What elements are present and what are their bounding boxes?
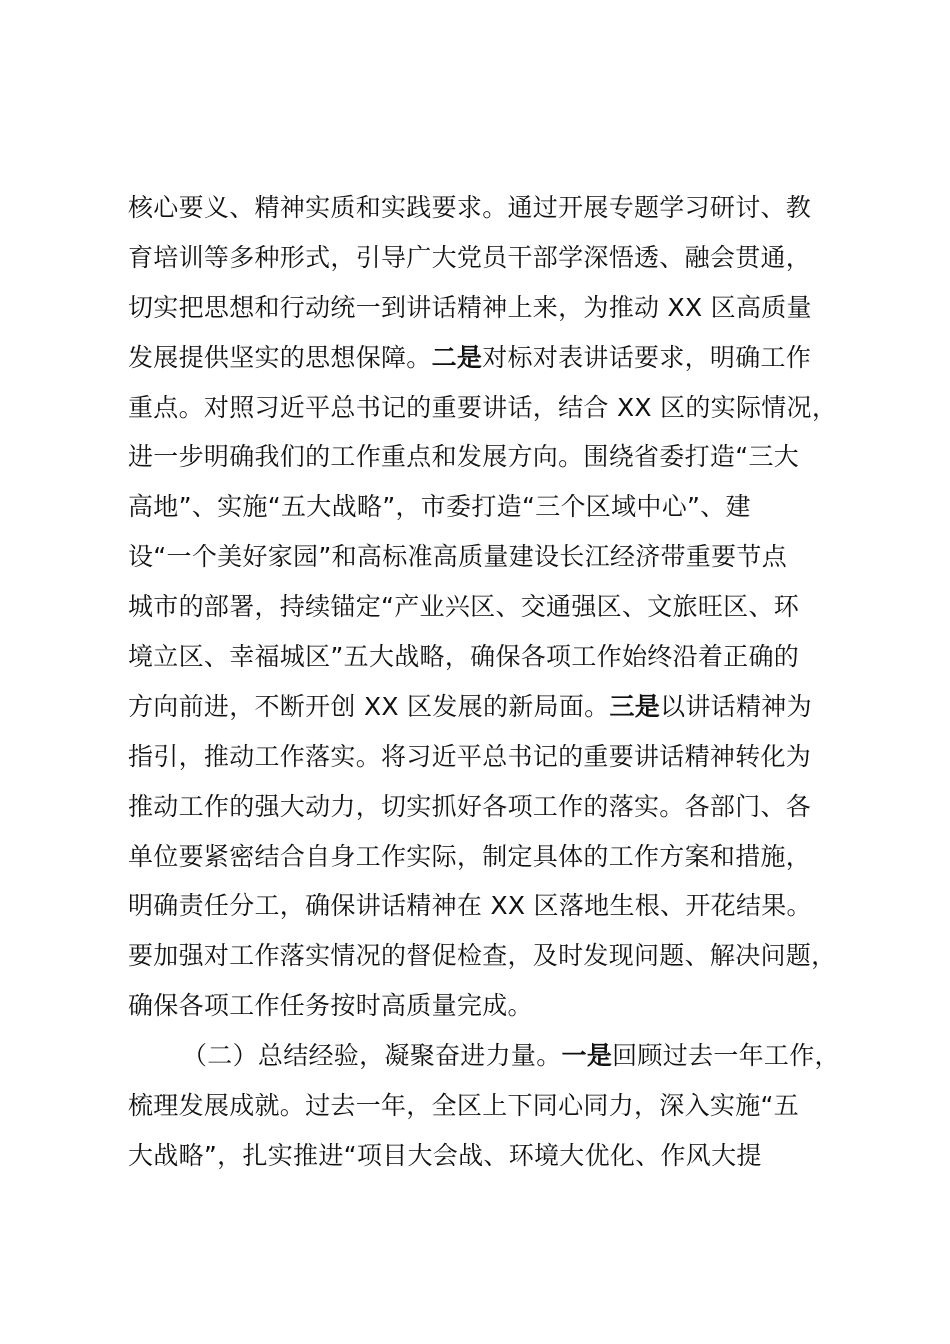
text-segment: 单位要紧密结合自身工作实际，制定具体的工作方案和措施， bbox=[128, 841, 812, 871]
text-segment: 发展提供坚实的思想保障。 bbox=[128, 342, 432, 372]
text-segment: 大战略”，扎实推进“项目大会战、环境大优化、作风大提 bbox=[128, 1140, 762, 1170]
emphasis-text: 二是 bbox=[431, 342, 483, 372]
text-line bbox=[128, 183, 858, 233]
text-line bbox=[128, 632, 858, 682]
text-segment: 对标对表讲话要求，明确工作 bbox=[482, 342, 812, 372]
body-text bbox=[128, 183, 858, 1181]
text-line bbox=[128, 931, 858, 981]
text-segment: （二）总结经验，凝聚奋进力量。 bbox=[182, 1041, 562, 1071]
text-segment: 设“一个美好家园”和高标准高质量建设长江经济带重要节点 bbox=[128, 542, 788, 572]
text-line bbox=[128, 1131, 858, 1181]
emphasis-text: 一是 bbox=[561, 1041, 613, 1071]
text-segment: 高地”、实施“五大战略”，市委打造“三个区域中心”、建 bbox=[128, 492, 751, 522]
text-segment: 以讲话精神为 bbox=[660, 691, 812, 721]
text-line bbox=[128, 981, 858, 1031]
emphasis-text: 三是 bbox=[609, 691, 661, 721]
text-segment: 重点。对照习近平总书记的重要讲话，结合 XX 区的实际情况， bbox=[128, 392, 838, 422]
text-segment: 切实把思想和行动统一到讲话精神上来，为推动 XX 区高质量 bbox=[128, 292, 812, 322]
text-segment: 指引，推动工作落实。将习近平总书记的重要讲话精神转化为 bbox=[128, 741, 812, 771]
text-line bbox=[128, 532, 858, 582]
text-segment: 推动工作的强大动力，切实抓好各项工作的落实。各部门、各 bbox=[128, 791, 812, 821]
text-line bbox=[128, 782, 858, 832]
text-segment: 明确责任分工，确保讲话精神在 XX 区落地生根、开花结果。 bbox=[128, 891, 812, 921]
text-line bbox=[128, 582, 858, 632]
text-segment: 梳理发展成就。过去一年，全区上下同心同力，深入实施“五 bbox=[128, 1091, 800, 1121]
text-segment: 要加强对工作落实情况的督促检查，及时发现问题、解决问题， bbox=[128, 941, 837, 971]
text-line bbox=[128, 881, 858, 931]
text-line bbox=[128, 832, 858, 882]
text-line bbox=[128, 482, 858, 532]
text-line bbox=[128, 333, 858, 383]
text-segment: 核心要义、精神实质和实践要求。通过开展专题学习研讨、教 bbox=[128, 193, 812, 222]
text-segment: 育培训等多种形式，引导广大党员干部学深悟透、融会贯通， bbox=[128, 242, 812, 272]
text-line bbox=[128, 383, 858, 433]
text-segment: 城市的部署，持续锚定“产业兴区、交通强区、文旅旺区、环 bbox=[128, 592, 800, 622]
text-line bbox=[128, 233, 858, 283]
text-segment: 方向前进，不断开创 XX 区发展的新局面。 bbox=[128, 691, 610, 721]
text-line bbox=[128, 1081, 858, 1131]
text-segment: 境立区、幸福城区”五大战略，确保各项工作始终沿着正确的 bbox=[128, 642, 800, 672]
text-line bbox=[128, 682, 858, 732]
text-line bbox=[128, 732, 858, 782]
text-line bbox=[128, 1031, 858, 1081]
text-segment: 进一步明确我们的工作重点和发展方向。围绕省委打造“三大 bbox=[128, 442, 800, 472]
text-line bbox=[128, 432, 858, 482]
text-segment: 确保各项工作任务按时高质量完成。 bbox=[128, 991, 533, 1021]
text-segment: 回顾过去一年工作， bbox=[612, 1041, 840, 1071]
text-line bbox=[128, 283, 858, 333]
